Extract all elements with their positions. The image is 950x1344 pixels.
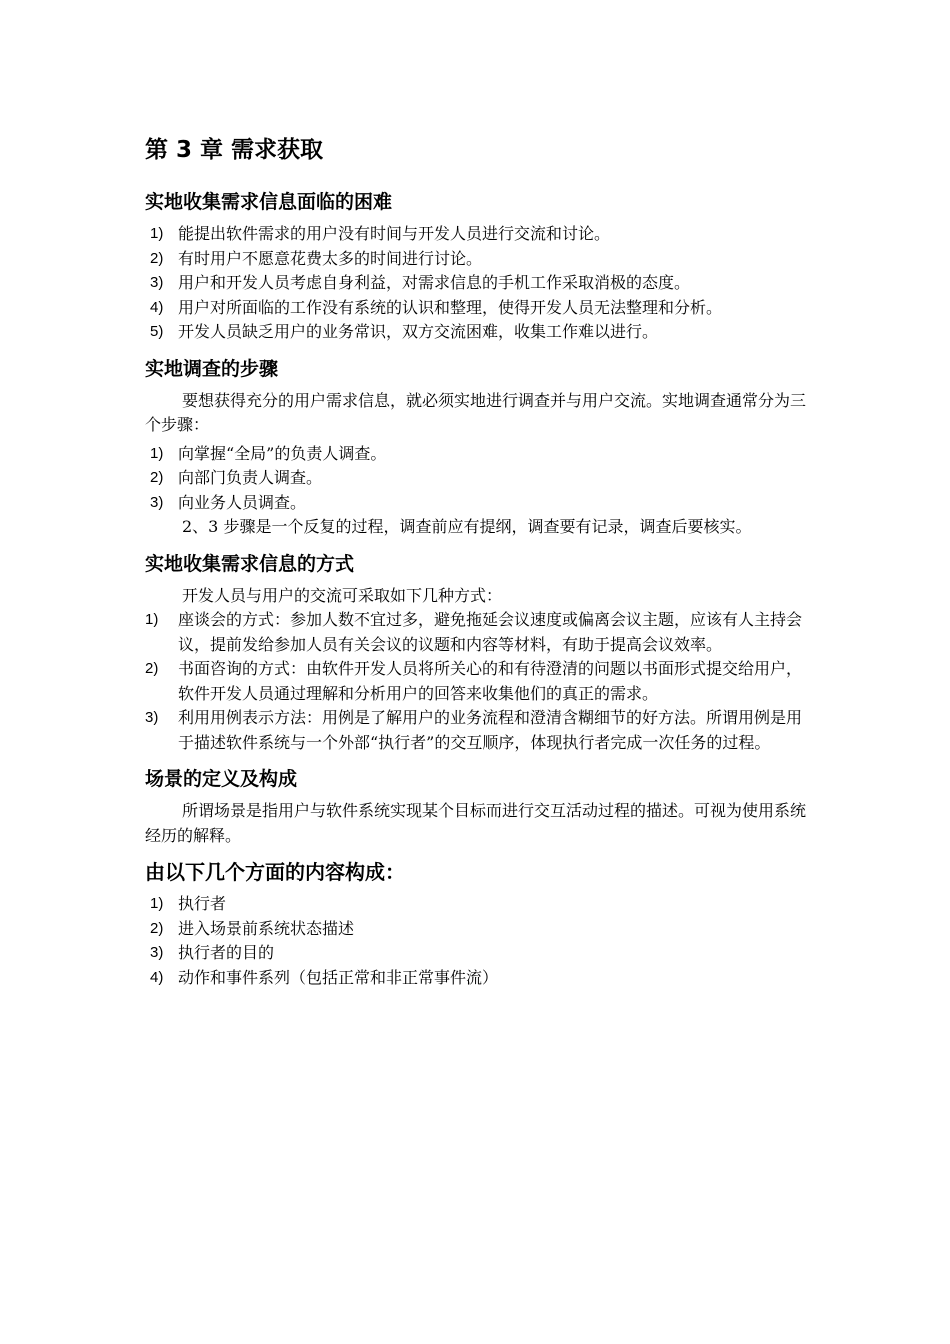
list-item-text: 进入场景前系统状态描述 (178, 918, 355, 938)
list-item (145, 657, 810, 706)
list-item-text: 动作和事件系列（包括正常和非正常事件流） (178, 967, 499, 987)
section-difficulties (145, 186, 810, 345)
difficulties-list (145, 222, 810, 345)
list-item (145, 247, 810, 272)
list-item-text: 执行者的目的 (178, 943, 275, 962)
list-item (145, 892, 810, 917)
section-components (145, 856, 810, 990)
methods-list (145, 608, 810, 755)
list-item-text: 执行者 (178, 894, 227, 913)
list-item-number: 3) (150, 493, 164, 511)
list-item-number: 1) (150, 225, 164, 242)
steps-note-paragraph: 2、3 步骤是一个反复的过程，调查前应有提纲，调查要有记录，调查后要核实。 (182, 517, 752, 536)
chapter-title: 第 3 章 需求获取 (145, 137, 324, 163)
list-item-number: 2) (150, 469, 164, 486)
list-item-number: 1) (150, 895, 164, 912)
list-item-number: 2) (150, 249, 164, 267)
list-item (145, 296, 810, 321)
section-scenario (145, 763, 810, 848)
list-item (145, 442, 810, 467)
list-item-text: 用户和开发人员考虑自身利益，对需求信息的手机工作采取消极的态度。 (178, 273, 691, 292)
list-item-number: 4) (150, 298, 164, 316)
components-list (145, 892, 810, 990)
list-item (145, 320, 810, 345)
section-steps (145, 353, 810, 540)
list-item-text: 向部门负责人调查。 (178, 468, 323, 487)
list-item-number: 2) (150, 919, 164, 937)
list-item (145, 608, 810, 657)
list-item-text: 开发人员缺乏用户的业务常识，双方交流困难，收集工作难以进行。 (178, 322, 659, 341)
list-item-number: 1) (150, 444, 164, 462)
list-item-text: 向掌握“全局”的负责人调查。 (178, 443, 387, 463)
section-title-components: 由以下几个方面的内容构成： (145, 860, 405, 884)
list-item-text: 能提出软件需求的用户没有时间与开发人员进行交流和讨论。 (178, 224, 611, 243)
list-item-text: 书面咨询的方式：由软件开发人员将所关心的和有待澄清的问题以书面形式提交给用户，软件开发人员通过理解和分析用户的回答来收集他们的真正的需求。 (178, 659, 803, 703)
list-item-text: 利用用例表示方法：用例是了解用户的业务流程和澄清含糊细节的好方法。所谓用例是用于描述软件系统与一个外部“执行者”的交互顺序，体现执行者完成一次任务的过程。 (178, 708, 803, 752)
section-title-scenario: 场景的定义及构成 (145, 768, 298, 790)
methods-intro-paragraph: 开发人员与用户的交流可采取如下几种方式： (182, 585, 503, 605)
scenario-paragraph: 所谓场景是指用户与软件系统实现某个目标而进行交互活动过程的描述。可视为使用系统经历的解释。 (145, 801, 807, 845)
list-item-number: 5) (150, 323, 164, 340)
list-item-number: 3) (145, 709, 159, 726)
list-item-number: 3) (150, 274, 164, 291)
list-item (145, 966, 810, 991)
section-title-steps: 实地调查的步骤 (145, 357, 279, 380)
section-methods (145, 548, 810, 756)
list-item-text: 用户对所面临的工作没有系统的认识和整理，使得开发人员无法整理和分析。 (178, 297, 723, 317)
steps-intro-paragraph: 要想获得充分的用户需求信息，就必须实地进行调查并与用户交流。实地调查通常分为三个步骤： (145, 390, 807, 434)
document-page (145, 132, 810, 998)
list-item (145, 706, 810, 755)
steps-list (145, 442, 810, 516)
list-item-number: 2) (145, 660, 159, 677)
section-title-difficulties: 实地收集需求信息面临的困难 (145, 191, 393, 213)
list-item-number: 1) (145, 611, 159, 628)
list-item-text: 向业务人员调查。 (178, 492, 307, 512)
section-title-methods: 实地收集需求信息的方式 (145, 552, 355, 575)
list-item-text: 有时用户不愿意花费太多的时间进行讨论。 (178, 248, 483, 268)
list-item (145, 222, 810, 247)
list-item (145, 491, 810, 516)
list-item (145, 941, 810, 966)
list-item-text: 座谈会的方式：参加人数不宜过多，避免拖延会议速度或偏离会议主题，应该有人主持会议，提前发给参加人员有关会议的议题和内容等材料，有助于提高会议效率。 (178, 610, 803, 654)
list-item (145, 917, 810, 942)
list-item-number: 4) (150, 968, 164, 986)
list-item (145, 466, 810, 491)
list-item (145, 271, 810, 296)
list-item-number: 3) (150, 944, 164, 961)
